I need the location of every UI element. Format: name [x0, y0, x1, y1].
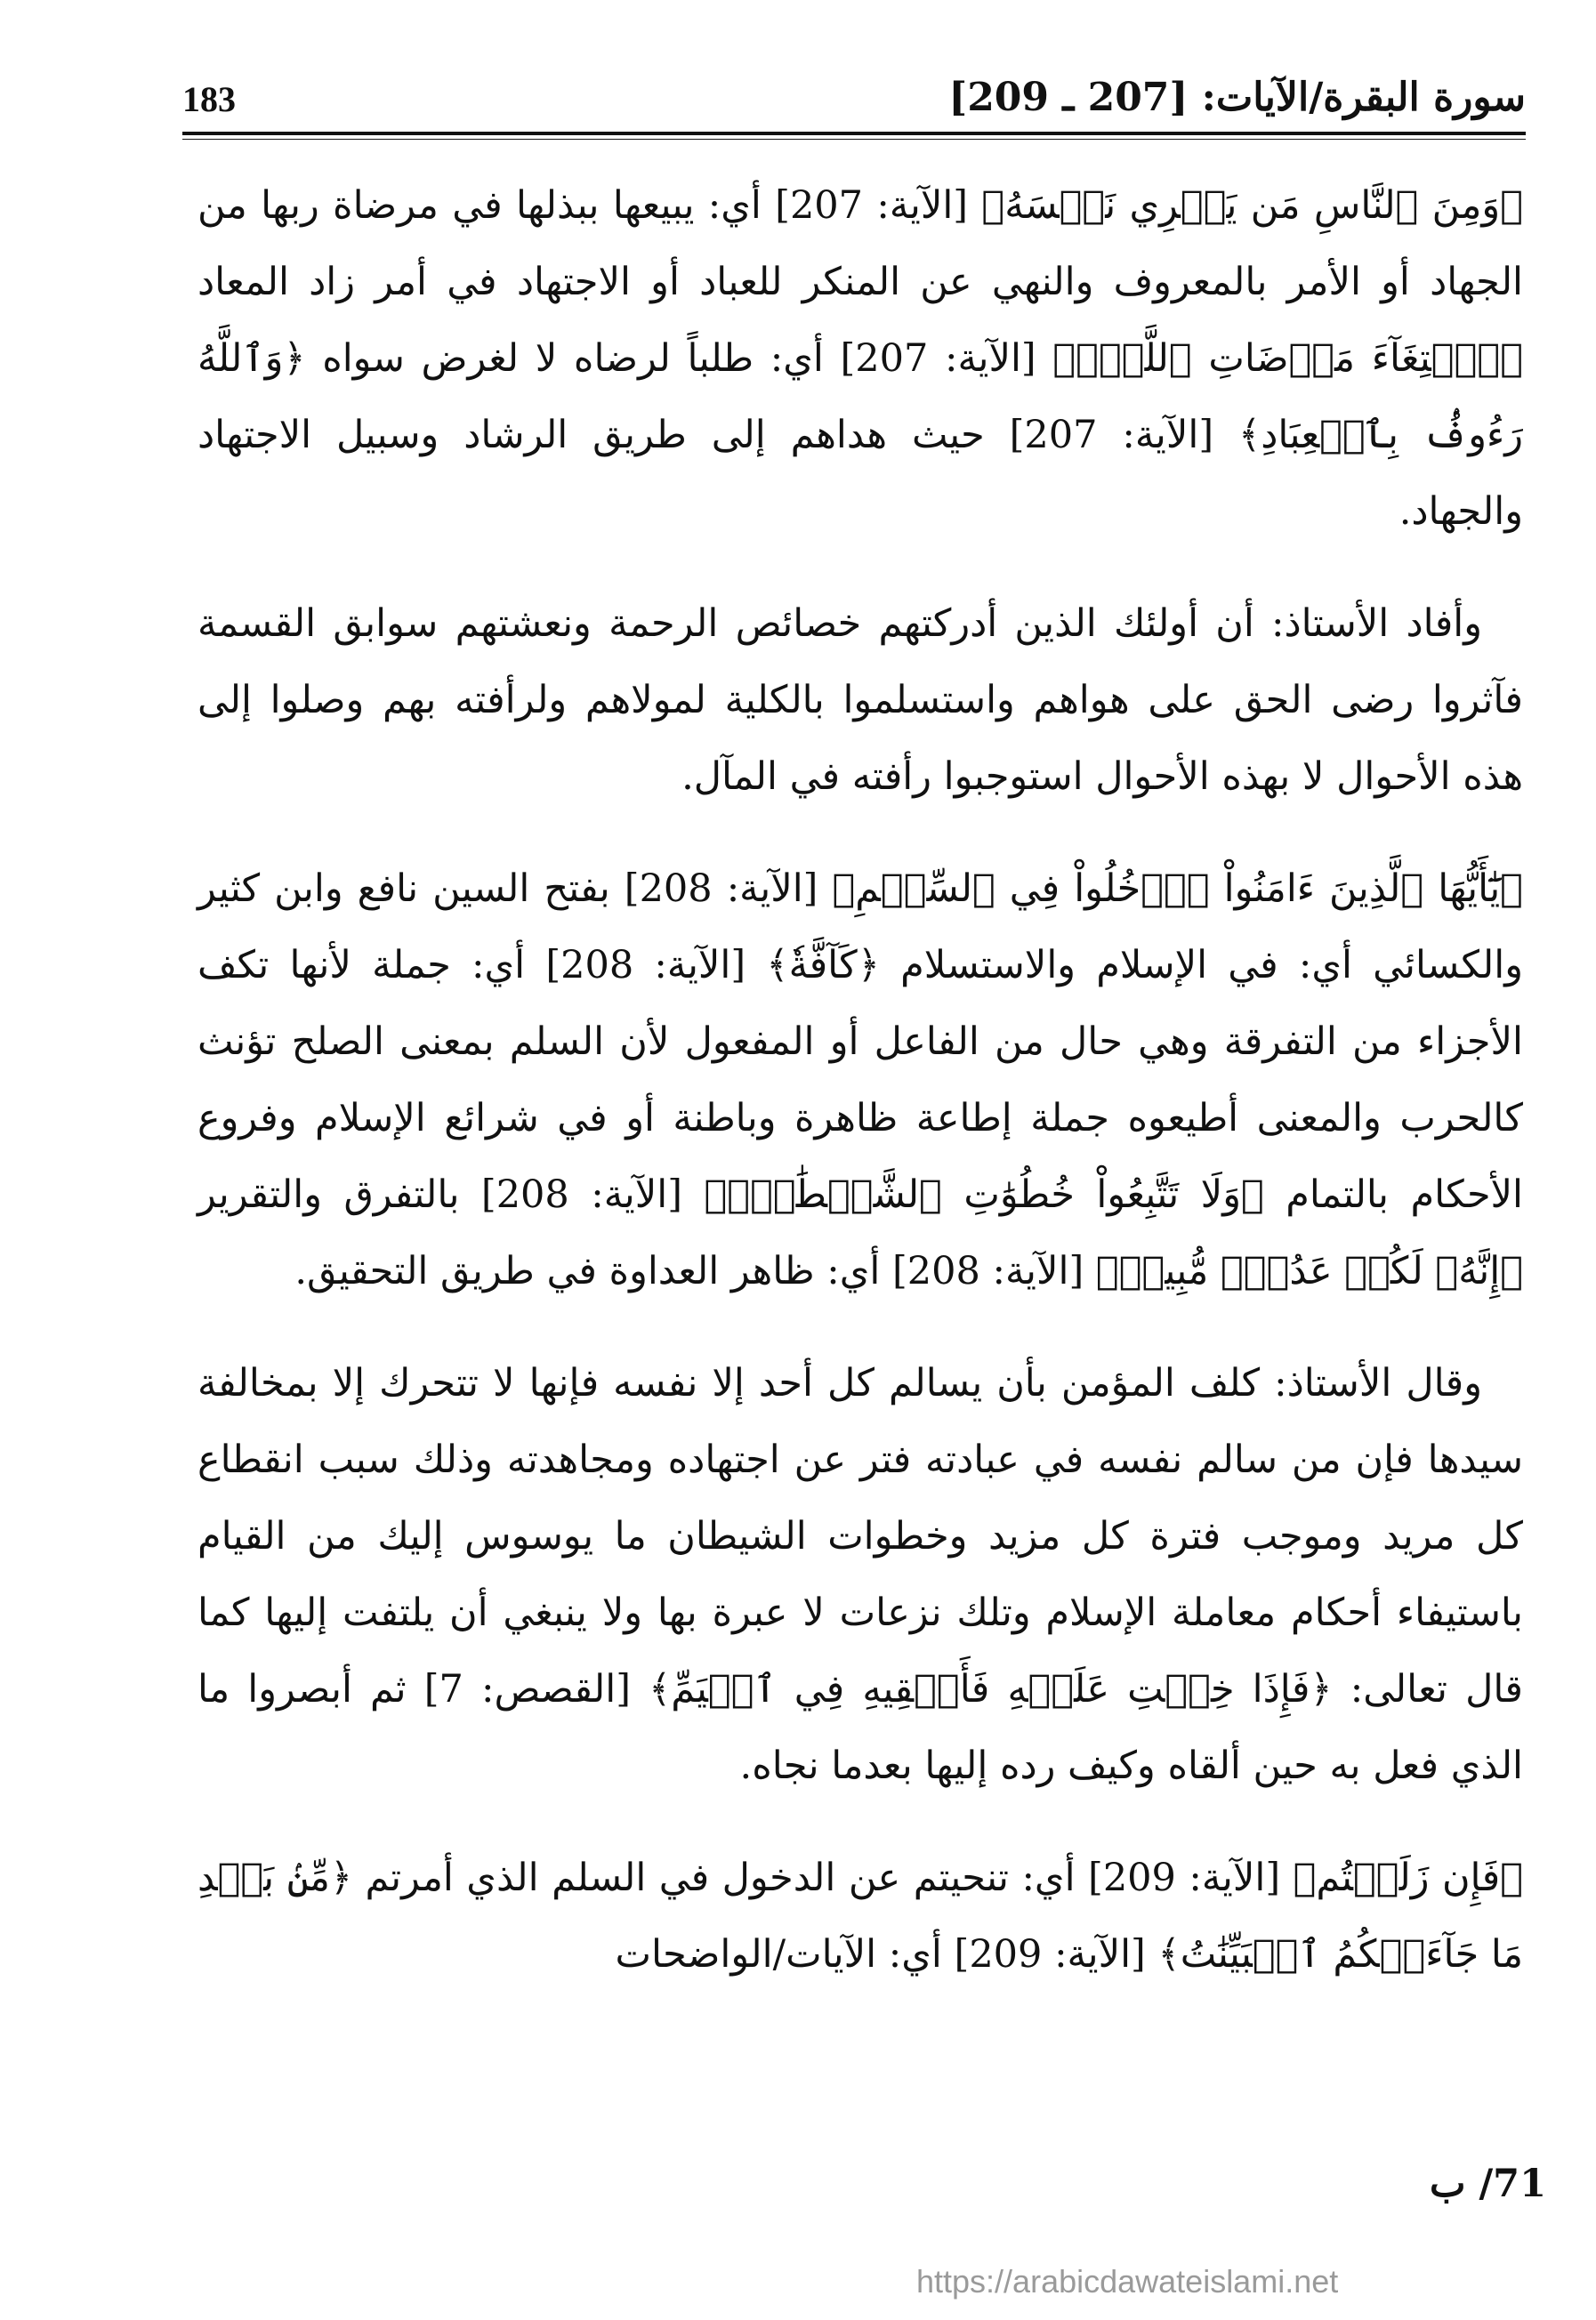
- paragraph: ﴿وَمِنَ ٱلنَّاسِ مَن يَشۡرِي نَفۡسَهُ﴾ [الآية: 207] أي: يبيعها ببذلها في مرضاة ربها من الجهاد أو الأمر بالمعروف والنهي عن المنكر للعباد أو الاجتهاد في أمر زاد المعاد ﴿ٱبۡتِغَآءَ مَرۡضَاتِ ٱللَّهِۚ﴾ [الآية: 207] أي: طلباً لرضاه لا لغرض سواه ﴿وَٱللَّهُ رَءُوفُۢ بِٱلۡعِبَادِ﴾ [الآية: 207] حيث هداهم إلى طريق الرشاد وسبيل الاجتهاد والجهاد.: [197, 183, 1524, 534]
- header-rule-thin: [182, 139, 1526, 140]
- folio-marker: [1430, 2162, 1546, 2206]
- paragraph: ﴿فَإِن زَلَلۡتُم﴾ [الآية: 209] أي: تنحيتم عن الدخول في السلم الذي أمرتم ﴿مِّنۢ بَعۡدِ مَا جَآءَتۡكُمُ ٱلۡبَيِّنَٰتُ﴾ [الآية: 209] أي: الآيات/الواضحات: [197, 1856, 1524, 1977]
- body-text: [197, 167, 1523, 2028]
- running-title: سورة البقرة/الآيات: [207 ـ 209]: [948, 75, 1526, 120]
- paragraph: وأفاد الأستاذ: أن أولئك الذين أدركتهم خصائص الرحمة ونعشتهم سوابق القسمة فآثروا رضى الحق على هواهم واستسلموا بالكلية لمولاهم ولرأفته بهم وصلوا إلى هذه الأحوال لا بهذه الأحوال استوجبوا رأفته في المآل.: [197, 601, 1523, 799]
- watermark-url: https://arabicdawateislami.net: [916, 2263, 1339, 2300]
- folio-marker-text: 71/ ب: [1430, 2162, 1546, 2206]
- page-number: 183: [182, 79, 236, 119]
- paragraph: ﴿يَٰٓأَيُّهَا ٱلَّذِينَ ءَامَنُواْ ٱدۡخُلُواْ فِي ٱلسِّلۡمِ﴾ [الآية: 208] بفتح السين نافع وابن كثير والكسائي أي: في الإسلام والاستسلام ﴿كَآفَّةٗ﴾ [الآية: 208] أي: جملة لأنها تكف الأجزاء من التفرقة وهي حال من الفاعل أو المفعول لأن السلم بمعنى الصلح تؤنث كالحرب والمعنى أطيعوه جملة إطاعة ظاهرة وباطنة أو في شرائع الإسلام وفروع الأحكام بالتمام ﴿وَلَا تَتَّبِعُواْ خُطُوَٰتِ ٱلشَّيۡطَٰنِۚ﴾ [الآية: 208] بالتفرق والتقرير ﴿إِنَّهُۥ لَكُمۡ عَدُوّٞ مُّبِينٞ﴾ [الآية: 208] أي: ظاهر العداوة في طريق التحقيق.: [197, 866, 1523, 1293]
- header-rule: [182, 132, 1526, 135]
- paragraph: وقال الأستاذ: كلف المؤمن بأن يسالم كل أحد إلا نفسه فإنها لا تتحرك إلا بمخالفة سيدها فإن من سالم نفسه في عبادته فتر عن اجتهاده ومجاهدته وذلك سبب انقطاع كل مريد وموجب فترة كل مزيد وخطوات الشيطان ما يوسوس إليك من القيام باستيفاء أحكام معاملة الإسلام وتلك نزعات لا عبرة بها ولا ينبغي أن يلتفت إليها كما قال تعالى: ﴿فَإِذَا خِفۡتِ عَلَيۡهِ فَأَلۡقِيهِ فِي ٱلۡيَمِّ﴾ [القصص: 7] ثم أبصروا ما الذي فعل به حين ألقاه وكيف رده إليها بعدما نجاه.: [197, 1361, 1523, 1788]
- page-header: [182, 69, 1526, 132]
